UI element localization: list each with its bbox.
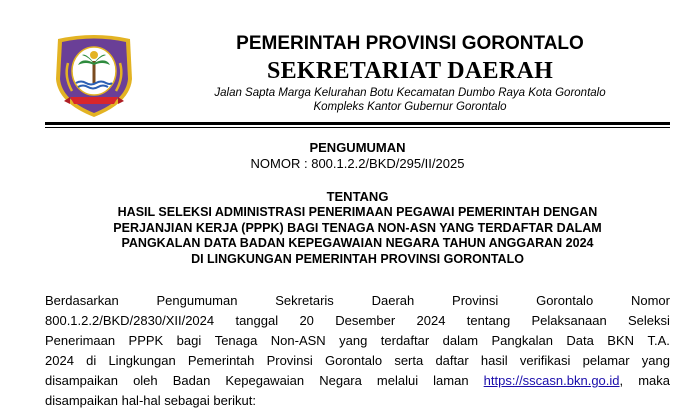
- paragraph-word: pelamar: [582, 353, 630, 368]
- subject-line: PANGKALAN DATA BADAN KEPEGAWAIAN NEGARA TAHUN ANGGARAN 2024: [121, 236, 594, 250]
- paragraph-word: Pelaksanaan: [531, 313, 607, 328]
- paragraph-word: Nomor: [630, 293, 670, 308]
- paragraph-word: Provinsi: [266, 353, 313, 368]
- paragraph-word: laman: [433, 373, 469, 388]
- sscasn-link[interactable]: https://sscasn.bkn.go.id: [483, 373, 620, 388]
- paragraph-word: Gorontalo: [325, 353, 383, 368]
- body-paragraph: [45, 291, 670, 411]
- paragraph-word: BKN: [607, 333, 635, 348]
- link-comma: ,: [619, 373, 624, 388]
- paragraph-word: 800.1.2.2/BKD/2830/XII/2024: [45, 313, 215, 328]
- paragraph-word: dalam: [442, 333, 479, 348]
- paragraph-word: Badan: [172, 373, 211, 388]
- paragraph-word: Daerah: [371, 293, 415, 308]
- letterhead-secretariat: SEKRETARIAT DAERAH: [266, 58, 554, 84]
- announcement-number: NOMOR : 800.1.2.2/BKD/295/II/2025: [250, 156, 465, 171]
- paragraph-word: serta: [394, 353, 424, 368]
- paragraph-word: Tenaga: [214, 333, 258, 348]
- paragraph-word: Penerimaan: [45, 333, 116, 348]
- paragraph-word: Non-ASN: [270, 333, 326, 348]
- paragraph-word: Pangkalan: [491, 333, 553, 348]
- paragraph-word: 20: [299, 313, 314, 328]
- paragraph-word: Seleksi: [628, 313, 670, 328]
- paragraph-word: Provinsi: [452, 293, 499, 308]
- paragraph-word: daftar: [435, 353, 469, 368]
- paragraph-word: Kepegawaian: [225, 373, 305, 388]
- paragraph-word: di: [86, 353, 97, 368]
- paragraph-word: Berdasarkan: [45, 293, 119, 308]
- paragraph-word: terdaftar: [380, 333, 430, 348]
- letterhead-divider-thick: [45, 122, 670, 125]
- paragraph-word: verifikasi: [519, 353, 571, 368]
- paragraph-word: melalui: [376, 373, 419, 388]
- paragraph-word: Pemerintah: [187, 353, 255, 368]
- gorontalo-province-crest-icon: [52, 33, 136, 119]
- paragraph-word: Sekretaris: [275, 293, 334, 308]
- paragraph-word: oleh: [133, 373, 158, 388]
- letterhead-government: PEMERINTAH PROVINSI GORONTALO: [236, 33, 584, 54]
- subject-line: DI LINGKUNGAN PEMERINTAH PROVINSI GORONTALO: [191, 251, 524, 266]
- subject-line: HASIL SELEKSI ADMINISTRASI PENERIMAAN PEGAWAI PEMERINTAH DENGAN: [117, 205, 598, 219]
- paragraph-word: Pengumuman: [156, 293, 238, 308]
- paragraph-word: yang: [339, 333, 368, 348]
- paragraph-word: 2024: [416, 313, 446, 328]
- paragraph-last-line: disampaikan hal-hal sebagai berikut:: [45, 393, 257, 408]
- paragraph-word: Negara: [319, 373, 362, 388]
- paragraph-line-with-link: [45, 371, 670, 391]
- paragraph-line: [45, 351, 670, 371]
- paragraph-line: [45, 291, 670, 311]
- letterhead-divider-thin: [45, 127, 670, 128]
- paragraph-word: tentang: [466, 313, 511, 328]
- subject-line: PERJANJIAN KERJA (PPPK) BAGI TENAGA NON-ASN YANG TERDAFTAR DALAM: [113, 220, 602, 235]
- paragraph-word: 2024: [45, 353, 74, 368]
- letterhead-address-line-2: Kompleks Kantor Gubernur Gorontalo: [313, 101, 507, 113]
- paragraph-word: tanggal: [235, 313, 279, 328]
- paragraph-word: maka: [638, 373, 670, 388]
- paragraph-word: Desember: [335, 313, 396, 328]
- paragraph-word: hasil: [480, 353, 508, 368]
- announcement-subject: [45, 205, 670, 267]
- paragraph-word: T.A.: [647, 333, 670, 348]
- paragraph-word: PPPK: [128, 333, 164, 348]
- paragraph-word: Lingkungan: [108, 353, 176, 368]
- letterhead-address-line-1: Jalan Sapta Marga Kelurahan Botu Kecamatan Dumbo Raya Kota Gorontalo: [214, 87, 606, 99]
- paragraph-word: Data: [566, 333, 594, 348]
- paragraph-word: bagi: [176, 333, 202, 348]
- paragraph-word: Gorontalo: [536, 293, 594, 308]
- paragraph-line: [45, 331, 670, 351]
- announcement-title: PENGUMUMAN: [309, 140, 406, 155]
- sscasn-link-group: [484, 371, 623, 391]
- paragraph-line: [45, 311, 670, 331]
- announcement-about-label: TENTANG: [326, 189, 389, 204]
- paragraph-word: yang: [641, 353, 670, 368]
- paragraph-word: disampaikan: [45, 373, 118, 388]
